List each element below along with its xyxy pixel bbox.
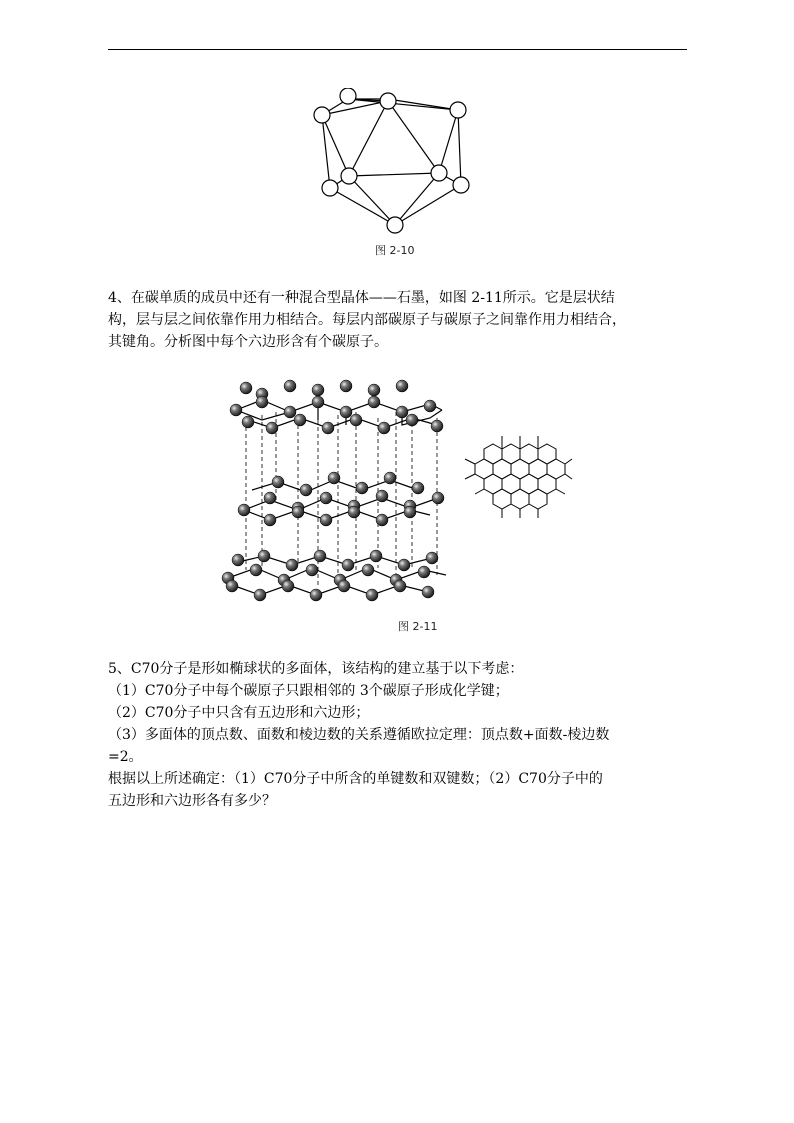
question-4-line: 其键角。分析图中每个六边形含有个碳原子。 [108,334,388,350]
figure-2-11-graphite-layers [220,372,450,607]
question-5 [108,658,690,812]
carbon-atoms [222,380,444,601]
question-5-line: （1）C70分子中每个碳原子只跟相邻的 3个碳原子形成化学键； [108,683,509,699]
question-4 [108,287,690,353]
question-5-line: （2）C70分子中只含有五边形和六边形； [108,705,370,721]
figure-2-11-hexagon-layer [460,428,575,523]
question-5-line: =2。 [108,749,143,765]
question-5-line: 根据以上所述确定：（1）C70分子中所含的单键数和双键数；（2）C70分子中的 [108,771,603,787]
layer-bonds [228,400,446,595]
header-rule [108,49,687,50]
figure-2-11-caption: 图 2-11 [398,620,438,633]
question-5-line: 5、C70分子是形如椭球状的多面体，该结构的建立基于以下考虑： [108,661,524,677]
question-5-line: （3）多面体的顶点数、面数和棱边数的关系遵循欧拉定理：顶点数+面数-棱边数 [108,727,610,743]
question-4-line: 构，层与层之间依靠作用力相结合。每层内部碳原子与碳原子之间靠作用力相结合， [108,312,626,328]
question-4-line: 4、在碳单质的成员中还有一种混合型晶体——石墨，如图 2-11所示。它是层状结 [108,290,615,306]
figure-2-10-polyhedron [305,88,480,238]
figure-2-10-caption: 图 2-10 [375,244,415,257]
question-5-line: 五边形和六边形各有多少？ [108,793,276,809]
